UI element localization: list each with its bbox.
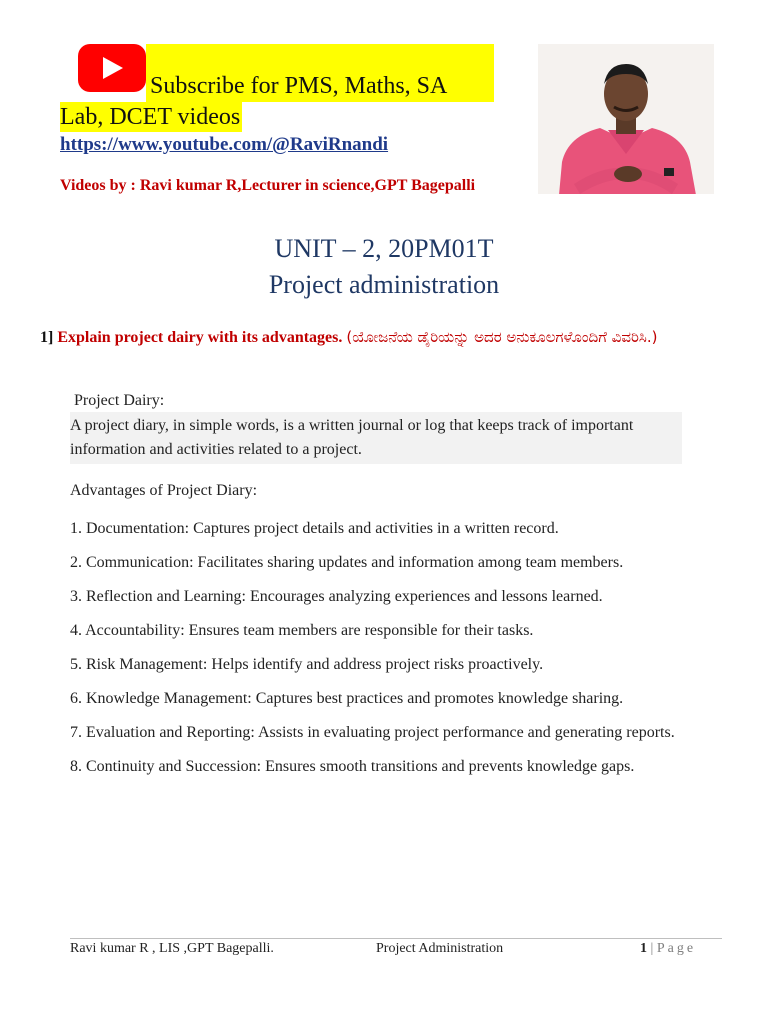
list-item: 2. Communication: Facilitates sharing updates and information among team members. xyxy=(70,554,624,571)
question-text-kannada: (ಯೋಜನೆಯ ಡೈರಿಯನ್ನು ಅದರ ಅನುಕೂಲಗಳೊಂದಿಗೆ ವಿವರಿಸಿ.) xyxy=(346,328,658,346)
section-label: Project Dairy: xyxy=(74,392,165,409)
subscribe-text-line2: Lab, DCET videos xyxy=(60,104,241,130)
page-number: 1 xyxy=(640,941,647,956)
list-item: 7. Evaluation and Reporting: Assists in evaluating project performance and generating reports. xyxy=(70,724,675,741)
list-item: 1. Documentation: Captures project details and activities in a written record. xyxy=(70,520,559,537)
youtube-channel-link[interactable]: https://www.youtube.com/@RaviRnandi xyxy=(60,134,389,155)
list-item: 4. Accountability: Ensures team members are responsible for their tasks. xyxy=(70,622,534,639)
author-byline: Videos by : Ravi kumar R,Lecturer in science,GPT Bagepalli xyxy=(60,177,476,194)
advantages-heading: Advantages of Project Diary: xyxy=(70,482,258,499)
question-heading xyxy=(40,322,720,353)
footer-separator: | xyxy=(650,941,654,956)
footer-page-indicator xyxy=(640,941,696,957)
list-item: 6. Knowledge Management: Captures best practices and promotes knowledge sharing. xyxy=(70,690,624,707)
unit-title: UNIT – 2, 20PM01T xyxy=(274,234,494,263)
footer-author: Ravi kumar R , LIS ,GPT Bagepalli. xyxy=(70,941,274,956)
advantages-list xyxy=(70,512,720,784)
question-text-english: Explain project dairy with its advantages. xyxy=(57,329,343,346)
footer-title: Project Administration xyxy=(376,941,504,956)
subject-title: Project administration xyxy=(268,270,500,299)
list-item: 3. Reflection and Learning: Encourages analyzing experiences and lessons learned. xyxy=(70,588,603,605)
subscribe-banner xyxy=(60,44,494,130)
list-item: 5. Risk Management: Helps identify and address project risks proactively. xyxy=(70,656,544,673)
page-word: Page xyxy=(656,941,697,956)
list-item: 8. Continuity and Succession: Ensures smooth transitions and prevents knowledge gaps. xyxy=(70,758,635,775)
question-number: 1] xyxy=(40,329,54,346)
youtube-play-icon[interactable] xyxy=(78,44,146,92)
footer-divider xyxy=(70,938,722,939)
author-photo xyxy=(538,44,714,206)
definition-paragraph: A project diary, in simple words, is a written journal or log that keeps track of important information and activities related to a project. xyxy=(70,412,682,464)
subscribe-text-line1: Subscribe for PMS, Maths, SA xyxy=(150,73,448,99)
